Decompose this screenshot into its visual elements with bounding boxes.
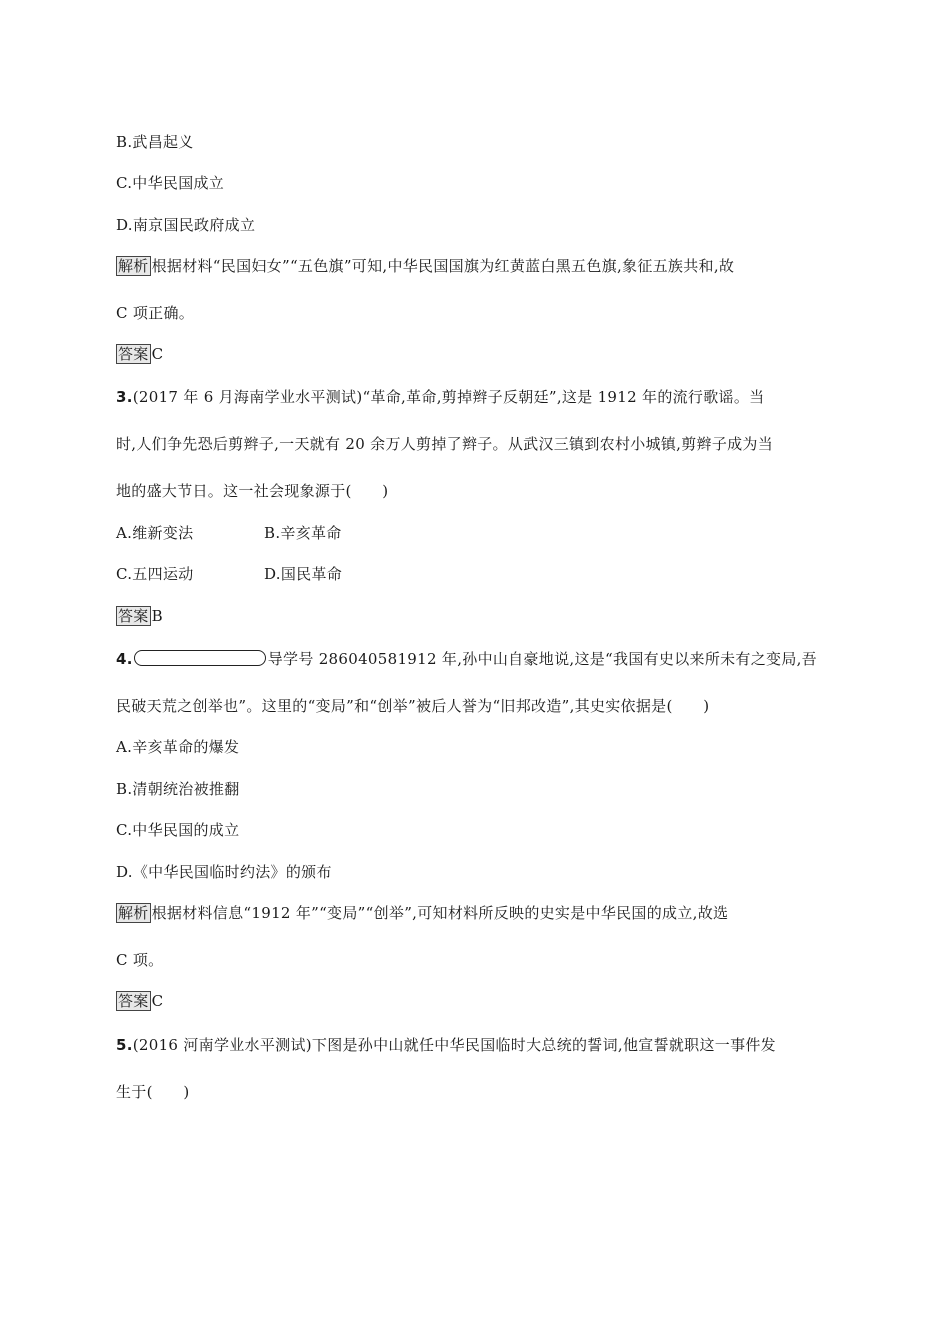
guide-number-box xyxy=(134,650,266,666)
answer-tag: 答案 xyxy=(118,992,149,1010)
q2-option-b: B.武昌起义 xyxy=(116,133,194,151)
q5-text-1: (2016 河南学业水平测试)下图是孙中山就任中华民国临时大总统的誓词,他宣誓就职这一事件发 xyxy=(132,1036,776,1054)
q5-stem-1 xyxy=(116,1035,776,1055)
q4-analysis-text-2: C 项。 xyxy=(116,951,164,969)
q4-option-c: C.中华民国的成立 xyxy=(116,821,240,839)
q3-answer xyxy=(116,606,163,626)
q2-analysis-text-2: C 项正确。 xyxy=(116,304,195,322)
q3-stem-1 xyxy=(116,387,764,407)
q4-text-1: 导学号 286040581912 年,孙中山自豪地说,这是“我国有史以来所未有之变局,吾 xyxy=(267,650,817,668)
q4-option-b: B.清朝统治被推翻 xyxy=(116,780,240,798)
q5-stem-2: 生于( ) xyxy=(116,1083,190,1101)
q3-option-b: B.辛亥革命 xyxy=(264,524,342,542)
q2-answer xyxy=(116,344,163,364)
q2-option-d: D.南京国民政府成立 xyxy=(116,216,256,234)
q2-answer-value: C xyxy=(151,345,164,363)
answer-tag: 答案 xyxy=(118,607,149,625)
q2-option-c: C.中华民国成立 xyxy=(116,174,225,192)
q4-analysis xyxy=(116,903,728,923)
q4-option-a: A.辛亥革命的爆发 xyxy=(116,738,240,756)
q4-stem-2: 民破天荒之创举也”。这里的“变局”和“创举”被后人誉为“旧邦改造”,其史实依据是( ) xyxy=(116,697,710,715)
q3-option-a: A.维新变法 xyxy=(116,524,194,542)
q3-text-1: (2017 年 6 月海南学业水平测试)“革命,革命,剪掉辫子反朝廷”,这是 1912 年的流行歌谣。当 xyxy=(132,388,765,406)
q3-option-d: D.国民革命 xyxy=(264,565,343,583)
analysis-tag: 解析 xyxy=(118,904,149,922)
q3-option-c: C.五四运动 xyxy=(116,565,194,583)
q4-stem-1 xyxy=(116,649,817,669)
answer-tag: 答案 xyxy=(118,345,149,363)
q4-answer xyxy=(116,991,163,1011)
q3-stem-3: 地的盛大节日。这一社会现象源于( ) xyxy=(116,482,389,500)
q4-option-d: D.《中华民国临时约法》的颁布 xyxy=(116,863,332,881)
q3-number: 3. xyxy=(116,388,133,406)
q5-number: 5. xyxy=(116,1036,133,1054)
q2-analysis-text-1: 根据材料“民国妇女”“五色旗”可知,中华民国国旗为红黄蓝白黑五色旗,象征五族共和,故 xyxy=(151,257,735,275)
q4-number: 4. xyxy=(116,650,133,668)
q4-analysis-text-1: 根据材料信息“1912 年”“变局”“创举”,可知材料所反映的史实是中华民国的成立,故选 xyxy=(151,904,729,922)
q2-analysis xyxy=(116,256,734,276)
q4-answer-value: C xyxy=(151,992,164,1010)
q3-answer-value: B xyxy=(151,607,163,625)
q3-stem-2: 时,人们争先恐后剪辫子,一天就有 20 余万人剪掉了辫子。从武汉三镇到农村小城镇,剪辫子成为当 xyxy=(116,435,774,453)
analysis-tag: 解析 xyxy=(118,257,149,275)
